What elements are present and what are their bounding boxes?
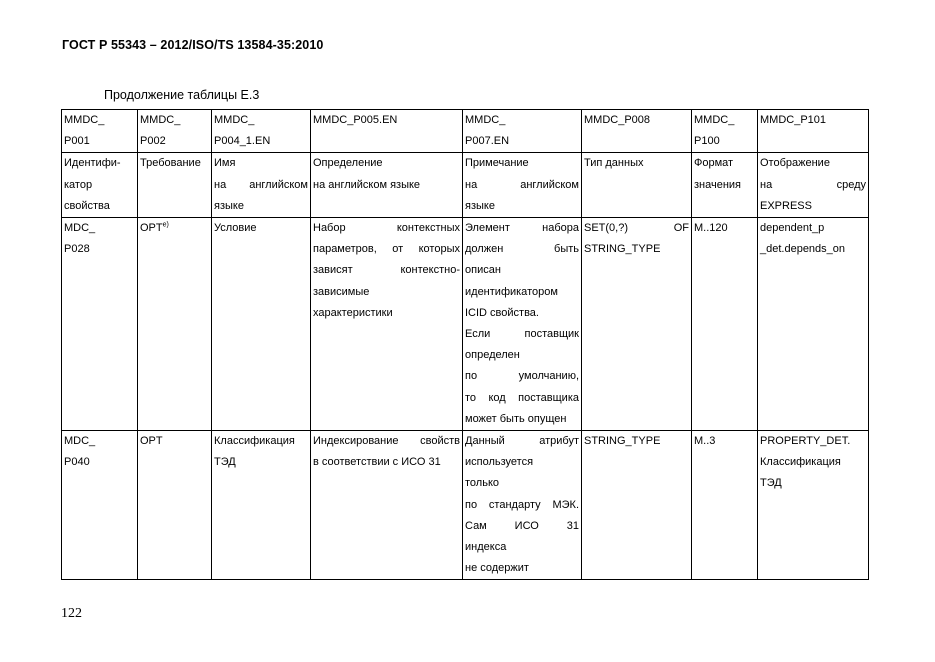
cell-name: Классификация ТЭД [212,431,311,580]
cell-code-p007: MMDC_ P007.EN [463,110,582,153]
cell-format: M..120 [692,218,758,431]
cell-name-datatype: Тип данных [582,153,692,218]
cell-requirement: OPT [138,431,212,580]
cell-name-note: Примечание на английском языке [463,153,582,218]
cell-name-definition: Определение на английском языке [311,153,463,218]
cell-code-p100: MMDC_ P100 [692,110,758,153]
cell-name-english-name: Имя на английском языке [212,153,311,218]
footnote-marker: е) [162,221,169,229]
cell-definition: Набор контекстных параметров, от которых зависят контекстно- зависимые характеристики [311,218,463,431]
cell-note: Данный атрибут используется только по стандарту МЭК. Сам ИСО 31 индекса не содержит [463,431,582,580]
cell-express: PROPERTY_DET. Классификация ТЭД [758,431,869,580]
cell-requirement: $OPT^{е)}$ [138,218,212,431]
cell-id: MDC_ P028 [62,218,138,431]
cell-name-format: Формат значения [692,153,758,218]
table-row-codes [62,110,869,153]
cell-code-p008: MMDC_P008 [582,110,692,153]
cell-datatype: STRING_TYPE [582,431,692,580]
cell-code-p005: MMDC_P005.EN [311,110,463,153]
page-number: 122 [61,606,82,621]
cell-name: Условие [212,218,311,431]
cell-datatype: SET(0,?) OF STRING_TYPE [582,218,692,431]
cell-code-p002: MMDC_ P002 [138,110,212,153]
table-row-names [62,153,869,218]
cell-note: Элемент набора должен быть описан идентификатором ICID свойства. Если поставщик определен по умолчанию, то код поставщика может быть опущен [463,218,582,431]
cell-code-p001: MMDC_ P001 [62,110,138,153]
table-row [62,218,869,431]
cell-format: M..3 [692,431,758,580]
document-header: ГОСТ Р 55343 – 2012/ISO/TS 13584-35:2010 [62,38,324,52]
cell-code-p101: MMDC_P101 [758,110,869,153]
cell-id: MDC_ P040 [62,431,138,580]
spec-table [61,109,869,580]
table-caption: Продолжение таблицы Е.3 [104,88,260,102]
cell-code-p004: MMDC_ P004_1.EN [212,110,311,153]
cell-express: dependent_p _det.depends_on [758,218,869,431]
cell-name-express: Отображение на среду EXPRESS [758,153,869,218]
cell-name-requirement: Требование [138,153,212,218]
cell-definition: Индексирование свойств в соответствии с ИСО 31 [311,431,463,580]
table-row [62,431,869,580]
cell-name-identifier: Идентифи- катор свойства [62,153,138,218]
